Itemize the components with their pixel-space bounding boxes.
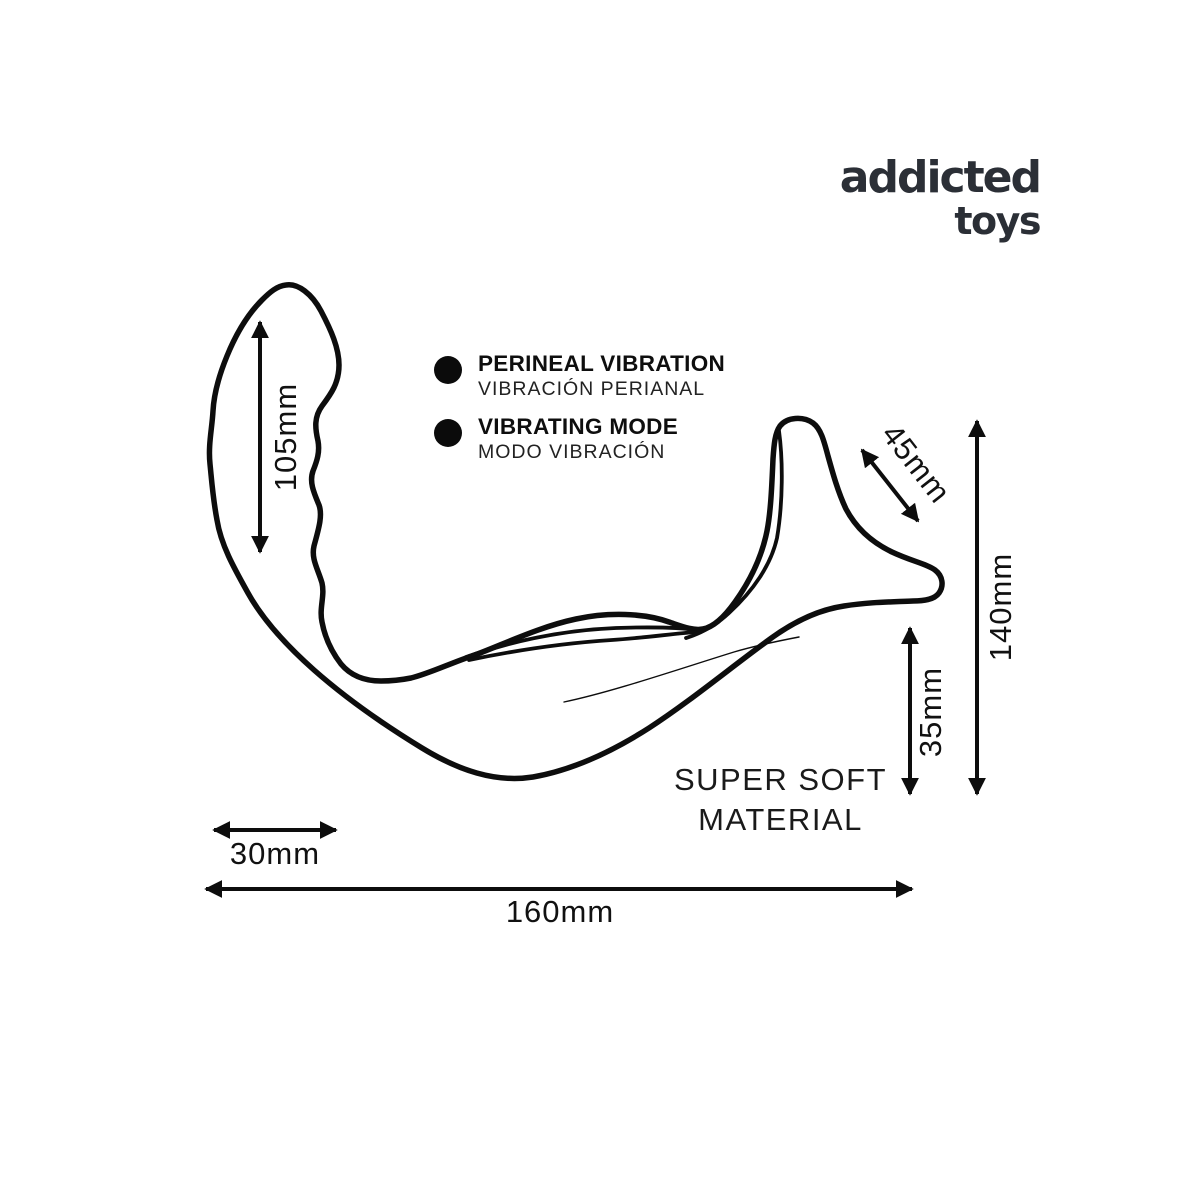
feature-subtitle: MODO VIBRACIÓN (478, 440, 666, 463)
dimension-label-140mm: 140mm (983, 552, 1018, 662)
feature-title: VIBRATING MODE (478, 414, 679, 440)
product-outline (209, 285, 942, 779)
feature-title: PERINEAL VIBRATION (478, 351, 726, 376)
material-note-line1: SUPER SOFT (673, 762, 888, 797)
dimension-label-105mm: 105mm (268, 382, 303, 492)
dimension-label-30mm: 30mm (229, 836, 321, 871)
dimension-label-45mm: 45mm (874, 417, 958, 510)
brand-logo-line2: toys (954, 199, 1040, 243)
material-note-line2: MATERIAL (698, 802, 863, 838)
dimension-label-160mm: 160mm (505, 894, 615, 929)
feature-subtitle: VIBRACIÓN PERIANAL (478, 377, 706, 400)
dimension-label-35mm: 35mm (913, 666, 948, 758)
brand-logo-line1: addicted (839, 152, 1040, 203)
